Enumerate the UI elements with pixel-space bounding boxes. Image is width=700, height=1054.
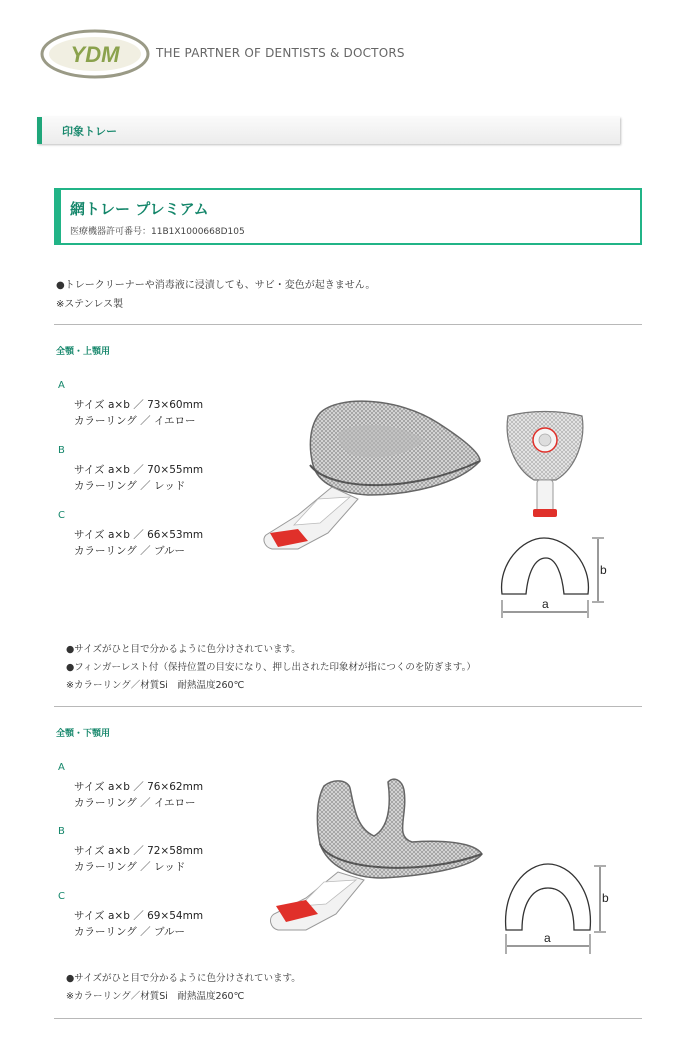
divider: [54, 324, 642, 325]
ring-spec: カラーリング ／ ブルー: [74, 545, 186, 557]
logo-text: YDM: [70, 42, 120, 67]
section-label: 印象トレー: [62, 125, 117, 138]
lower-heading: 全顎・下顎用: [56, 729, 111, 739]
upper-heading: 全顎・上顎用: [56, 347, 111, 357]
title-accent: [56, 190, 61, 243]
ring-spec: カラーリング ／ ブルー: [74, 926, 186, 938]
upper-dimension-diagram: [492, 534, 612, 630]
lower-tray-image: [262, 776, 490, 938]
ring-spec: カラーリング ／ レッド: [74, 861, 186, 873]
intro-note: ●トレークリーナーや消毒液に浸漬しても、サビ・変色が起きません。: [56, 280, 376, 291]
ring-spec: カラーリング ／ イエロー: [74, 415, 196, 427]
ring-spec: カラーリング ／ イエロー: [74, 797, 196, 809]
size-spec: サイズ a×b ／ 76×62mm: [74, 781, 204, 793]
upper-note: ●サイズがひと目で分かるように色分けされています。: [66, 644, 301, 655]
size-spec: サイズ a×b ／ 69×54mm: [74, 910, 204, 922]
variant-letter: B: [58, 445, 65, 456]
material-note: ※ステンレス製: [56, 299, 124, 310]
dimension-b-label: b: [600, 563, 607, 577]
lower-note: ※カラーリング／材質Si 耐熱温度260℃: [66, 991, 245, 1002]
ring-spec: カラーリング ／ レッド: [74, 480, 186, 492]
upper-tray-image: [258, 395, 490, 560]
size-spec: サイズ a×b ／ 72×58mm: [74, 845, 204, 857]
variant-letter: A: [58, 762, 65, 773]
upper-note: ※カラーリング／材質Si 耐熱温度260℃: [66, 680, 245, 691]
section-bar: [37, 117, 620, 144]
lower-dimension-diagram: [498, 860, 616, 958]
tagline: THE PARTNER OF DENTISTS & DOCTORS: [156, 46, 405, 60]
size-spec: サイズ a×b ／ 73×60mm: [74, 399, 204, 411]
dimension-b-label: b: [602, 891, 609, 905]
license-number: 医療機器許可番号：11B1X1000668D105: [70, 227, 245, 237]
variant-letter: B: [58, 826, 65, 837]
divider: [54, 1018, 642, 1019]
dimension-a-label: a: [544, 931, 551, 945]
product-title: 網トレー プレミアム: [70, 200, 209, 218]
dimension-a-label: a: [542, 597, 549, 611]
size-spec: サイズ a×b ／ 70×55mm: [74, 464, 204, 476]
size-spec: サイズ a×b ／ 66×53mm: [74, 529, 204, 541]
upper-tray-top-view: [500, 410, 590, 528]
ydm-logo: [40, 29, 150, 79]
upper-note: ●フィンガーレスト付（保持位置の目安になり、押し出された印象材が指につくのを防ぎます。）: [66, 662, 476, 673]
product-title-box: [54, 188, 642, 245]
variant-letter: C: [58, 891, 65, 902]
variant-letter: C: [58, 510, 65, 521]
divider: [54, 706, 642, 707]
lower-note: ●サイズがひと目で分かるように色分けされています。: [66, 973, 301, 984]
variant-letter: A: [58, 380, 65, 391]
